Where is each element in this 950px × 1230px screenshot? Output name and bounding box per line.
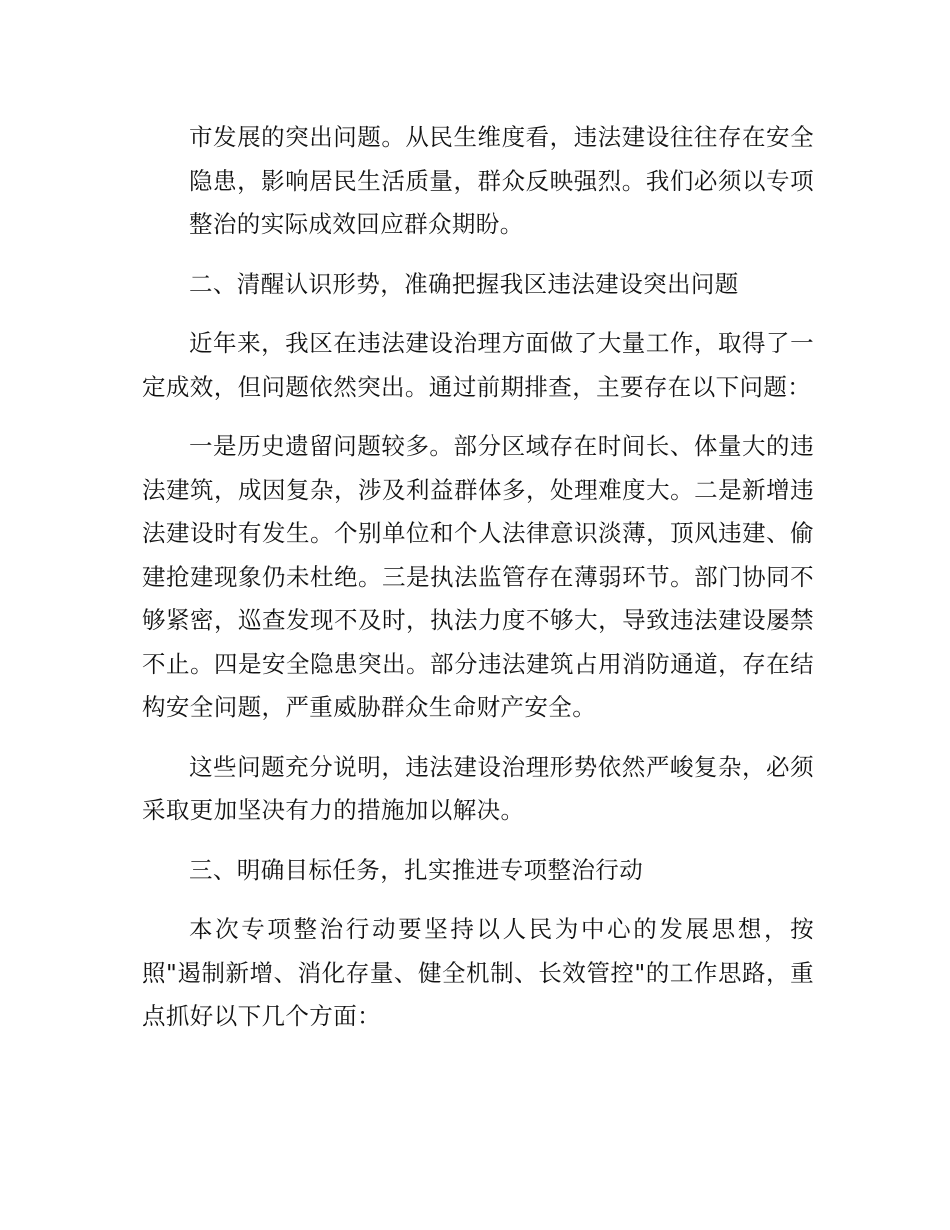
paragraph-problems: 一是历史遗留问题较多。部分区域存在时间长、体量大的违法建筑，成因复杂，涉及利益群体多，处理难度大。二是新增违法建设时有发生。个别单位和个人法律意识淡薄，顶风违建、偷建抢建现象仍未杜绝。三是执法监管存在薄弱环节。部门协同不够紧密，巡查发现不及时，执法力度不够大，导致违法建设屡禁不止。四是安全隐患突出。部分违法建筑占用消防通道，存在结构安全问题，严重威胁群众生命财产安全。 <box>142 432 814 721</box>
paragraph-text: 市发展的突出问题。从民生维度看，违法建设往往存在安全隐患，影响居民生活质量，群众反映强烈。我们必须以专项整治的实际成效回应群众期盼。 <box>189 123 814 238</box>
paragraph-continuation <box>142 116 814 247</box>
paragraph-summary: 这些问题充分说明，违法建设治理形势依然严峻复杂，必须采取更加坚决有力的措施加以解决。 <box>142 752 814 824</box>
paragraph-intro: 近年来，我区在违法建设治理方面做了大量工作，取得了一定成效，但问题依然突出。通过前期排查，主要存在以下问题： <box>142 329 814 401</box>
document-body <box>142 116 814 1055</box>
paragraph-approach: 本次专项整治行动要坚持以人民为中心的发展思想，按照"遏制新增、消化存量、健全机制、长效管控"的工作思路，重点抓好以下几个方面： <box>142 915 814 1030</box>
section-heading-2: 二、清醒认识形势，准确把握我区违法建设突出问题 <box>189 269 739 298</box>
section-heading-3: 三、明确目标任务，扎实推进专项整治行动 <box>189 855 644 884</box>
